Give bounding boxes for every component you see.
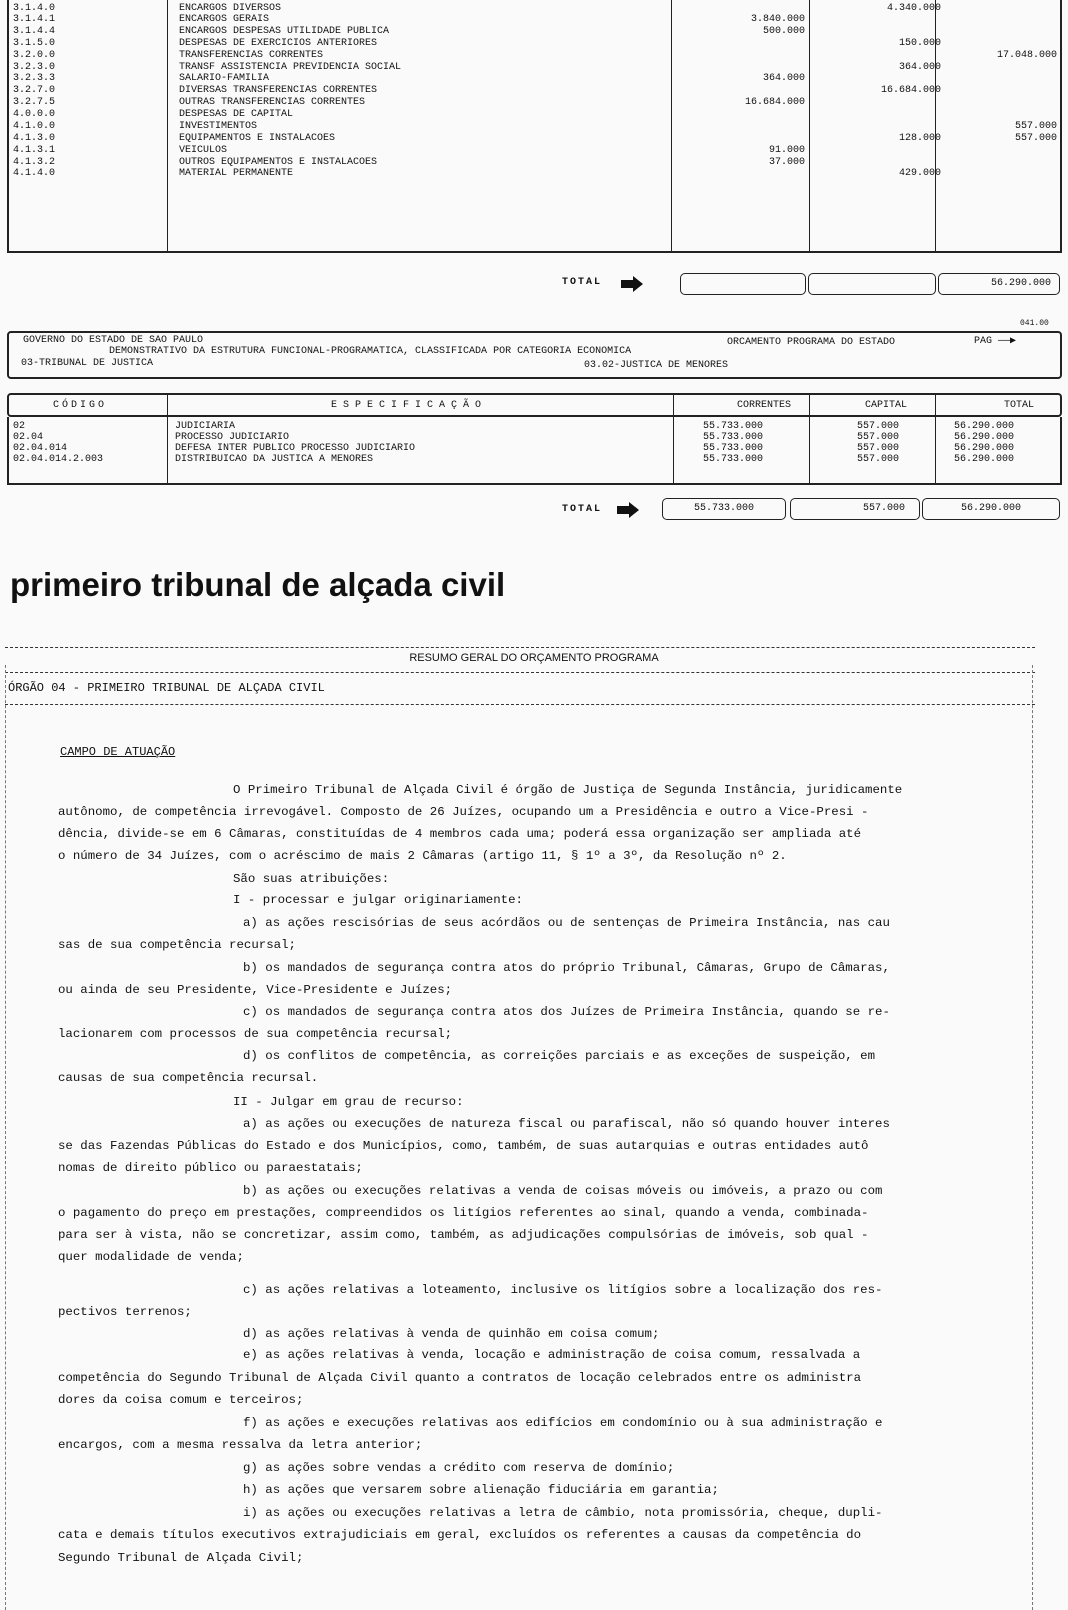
paragraph-line: b) as ações ou execuções relativas a venda de coisas móveis ou imóveis, a prazo ou com: [243, 1184, 883, 1198]
column-divider: [935, 395, 936, 415]
row-code: 02.04.014: [13, 443, 68, 454]
column-divider: [167, 395, 168, 415]
paragraph-line: Segundo Tribunal de Alçada Civil;: [58, 1551, 304, 1565]
row-value-2: 429.000: [898, 168, 941, 179]
paragraph-line: d) as ações relativas à venda de quinhão em coisa comum;: [243, 1327, 660, 1341]
row-code: 3.2.3.3: [13, 73, 56, 84]
table2-body: [7, 417, 1062, 485]
table2-total-correntes: 55.733.000: [662, 498, 786, 520]
row-value-3: 557.000: [1014, 121, 1057, 132]
paragraph-line: para ser à vista, não se concretizar, assim como, também, as adjudicações compulsórias de imóveis, sob qual -: [58, 1228, 869, 1242]
row-description: DISTRIBUICAO DA JUSTICA A MENORES: [175, 454, 374, 465]
row-value-1: 3.840.000: [750, 14, 805, 25]
row-code: 4.1.3.0: [13, 133, 56, 144]
table2-total-capital: 557.000: [790, 498, 920, 520]
row-value-3: 17.048.000: [996, 50, 1057, 61]
row-code: 3.1.4.1: [13, 14, 56, 25]
row-description: DEFESA INTER PUBLICO PROCESSO JUDICIARIO: [175, 443, 416, 454]
table-row: [9, 50, 1060, 62]
row-description: ENCARGOS DIVERSOS: [179, 3, 282, 14]
row-description: INVESTIMENTOS: [179, 121, 258, 132]
paragraph-line: encargos, com a mesma ressalva da letra anterior;: [58, 1438, 423, 1452]
paragraph-line: O Primeiro Tribunal de Alçada Civil é órgão de Justiça de Segunda Instância, juridicamente: [233, 783, 903, 797]
header-correntes: CORRENTES: [737, 400, 792, 411]
paragraph-line: a) as ações rescisórias de seus acórdãos ou de sentenças de Primeira Instância, nas cau: [243, 916, 890, 930]
row-value-2: 364.000: [898, 62, 941, 73]
paragraph-line: f) as ações e execuções relativas aos edifícios em condomínio ou à sua administração e: [243, 1416, 883, 1430]
row-capital: 557.000: [857, 421, 900, 432]
row-correntes: 55.733.000: [703, 454, 764, 465]
paragraph-line: h) as ações que versarem sobre alienação fiduciária em garantia;: [243, 1483, 719, 1497]
table-row: [9, 14, 1060, 26]
table2-total-total: 56.290.000: [922, 498, 1060, 520]
table-row: [9, 109, 1060, 121]
row-correntes: 55.733.000: [703, 432, 764, 443]
total-value-box: 56.290.000: [938, 273, 1060, 295]
row-total: 56.290.000: [954, 454, 1015, 465]
row-code: 4.1.0.0: [13, 121, 56, 132]
row-description: VEICULOS: [179, 145, 228, 156]
table-row: [9, 443, 1060, 454]
row-description: ENCARGOS GERAIS: [179, 14, 270, 25]
header-codigo: CÓDIGO: [53, 400, 108, 411]
paragraph-line: lacionarem com processos de sua competência recursal;: [58, 1027, 453, 1041]
table-row: [9, 97, 1060, 109]
arrow-right-icon: [620, 275, 644, 293]
paragraph-line: São suas atribuições:: [233, 872, 390, 886]
arrow-right-icon: [616, 501, 640, 519]
paragraph-line: quer modalidade de venda;: [58, 1250, 244, 1264]
table2-total-row: [0, 498, 1068, 524]
orgao-line: ÓRGÃO 04 - PRIMEIRO TRIBUNAL DE ALÇADA CIVIL: [8, 681, 325, 695]
top-total-row: [0, 273, 1068, 299]
row-code: 3.1.4.4: [13, 26, 56, 37]
row-description: TRANSFERENCIAS CORRENTES: [179, 50, 324, 61]
row-code: 4.1.3.1: [13, 145, 56, 156]
paragraph-line: dência, divide-se em 6 Câmaras, constituídas de 4 membros cada uma; poderá essa organização ser ampliada até: [58, 827, 862, 841]
total-label: TOTAL: [562, 277, 603, 288]
row-value-3: 557.000: [1014, 133, 1057, 144]
row-code: 02.04: [13, 432, 44, 443]
paragraph-line: i) as ações ou execuções relativas a letra de câmbio, nota promissória, cheque, dupli-: [243, 1506, 883, 1520]
table-row: [9, 168, 1060, 180]
paragraph-line: competência do Segundo Tribunal de Alçada Civil quanto a contratos de locação celebrados entre os administra: [58, 1371, 862, 1385]
row-code: 4.1.3.2: [13, 157, 56, 168]
row-value-1: 91.000: [768, 145, 805, 156]
paragraph-line: dores da coisa comum e terceiros;: [58, 1393, 304, 1407]
left-margin-line: [5, 665, 6, 1610]
row-correntes: 55.733.000: [703, 443, 764, 454]
header-total: TOTAL: [1004, 400, 1035, 411]
row-code: 02.04.014.2.003: [13, 454, 104, 465]
orgao-label: 03-TRIBUNAL DE JUSTICA: [21, 358, 154, 369]
total-capital-box: [808, 273, 936, 295]
paragraph-line: pectivos terrenos;: [58, 1305, 192, 1319]
row-description: DESPESAS DE CAPITAL: [179, 109, 294, 120]
paragraph-line: nomas de direito público ou paraestatais;: [58, 1161, 363, 1175]
paragraph-line: autônomo, de competência irrevogável. Composto de 26 Juízes, ocupando um a Presidência e outro a Vice-Presi -: [58, 805, 869, 819]
column-divider: [673, 395, 674, 415]
row-value-2: 128.000: [898, 133, 941, 144]
paragraph-line: c) os mandados de segurança contra atos dos Juízes de Primeira Instância, quando se re-: [243, 1005, 890, 1019]
row-code: 3.2.7.5: [13, 97, 56, 108]
dashed-divider: [5, 704, 1035, 705]
page-reference: 041.00: [1020, 319, 1049, 328]
row-value-1: 500.000: [762, 26, 805, 37]
row-value-1: 364.000: [762, 73, 805, 84]
paragraph-line: a) as ações ou execuções de natureza fiscal ou parafiscal, não só quando houver interes: [243, 1117, 890, 1131]
total-correntes-box: [680, 273, 806, 295]
table2-header: [7, 393, 1062, 417]
paragraph-line: e) as ações relativas à venda, locação e administração de coisa comum, ressalvada a: [243, 1348, 861, 1362]
row-description: DESPESAS DE EXERCICIOS ANTERIORES: [179, 38, 378, 49]
paragraph-line: o número de 34 Juízes, com o acréscimo de mais 2 Câmaras (artigo 11, § 1º a 3º, da Resolução nº 2.: [58, 849, 787, 863]
row-description: OUTRAS TRANSFERENCIAS CORRENTES: [179, 97, 366, 108]
paragraph-line: d) os conflitos de competência, as correições parciais e as exceções de suspeição, em: [243, 1049, 876, 1063]
row-description: PROCESSO JUDICIARIO: [175, 432, 290, 443]
row-total: 56.290.000: [954, 432, 1015, 443]
table2-total-label: TOTAL: [562, 504, 603, 515]
row-description: EQUIPAMENTOS E INSTALACOES: [179, 133, 336, 144]
row-total: 56.290.000: [954, 421, 1015, 432]
table-row: [9, 133, 1060, 145]
table-row: [9, 26, 1060, 38]
paragraph-line: cata e demais títulos executivos extrajudiciais em geral, excluídos os referentes a causas da competência do: [58, 1528, 862, 1542]
row-value-1: 16.684.000: [744, 97, 805, 108]
paragraph-line: g) as ações sobre vendas a crédito com reserva de domínio;: [243, 1461, 675, 1475]
paragraph-line: causas de sua competência recursal.: [58, 1071, 319, 1085]
unidade-label: 03.02-JUSTICA DE MENORES: [584, 360, 729, 371]
top-budget-table: [7, 0, 1062, 253]
table-row: [9, 432, 1060, 443]
paragraph-line: b) os mandados de segurança contra atos do próprio Tribunal, Câmaras, Grupo de Câmaras,: [243, 961, 890, 975]
row-code: 3.1.5.0: [13, 38, 56, 49]
row-description: TRANSF ASSISTENCIA PREVIDENCIA SOCIAL: [179, 62, 402, 73]
paragraph-line: I - processar e julgar originariamente:: [233, 893, 523, 907]
governo-label: GOVERNO DO ESTADO DE SAO PAULO: [23, 335, 204, 346]
row-code: 4.1.4.0: [13, 168, 56, 179]
row-description: SALARIO-FAMILIA: [179, 73, 270, 84]
resumo-title: RESUMO GERAL DO ORÇAMENTO PROGRAMA: [409, 652, 659, 664]
column-divider: [809, 395, 810, 415]
demonstrativo-label: DEMONSTRATIVO DA ESTRUTURA FUNCIONAL-PROGRAMATICA, CLASSIFICADA POR CATEGORIA ECONOMICA: [109, 346, 632, 357]
row-total: 56.290.000: [954, 443, 1015, 454]
table-row: [9, 38, 1060, 50]
table-row: [9, 421, 1060, 432]
row-description: MATERIAL PERMANENTE: [179, 168, 294, 179]
row-capital: 557.000: [857, 454, 900, 465]
paragraph-line: sas de sua competência recursal;: [58, 938, 296, 952]
row-description: JUDICIARIA: [175, 421, 236, 432]
header-capital: CAPITAL: [865, 400, 908, 411]
section-headline: primeiro tribunal de alçada civil: [10, 566, 506, 603]
right-margin-line: [1032, 665, 1033, 1610]
row-code: 3.2.0.0: [13, 50, 56, 61]
row-value-2: 4.340.000: [886, 3, 941, 14]
row-code: 3.2.3.0: [13, 62, 56, 73]
dashed-divider: [5, 672, 1035, 673]
paragraph-line: c) as ações relativas a loteamento, inclusive os litígios sobre a localização dos res-: [243, 1283, 883, 1297]
dashed-divider: [5, 647, 1035, 648]
paragraph-line: ou ainda de seu Presidente, Vice-Presidente e Juízes;: [58, 983, 453, 997]
header-especificacao: ESPECIFICAÇÃO: [331, 400, 488, 411]
row-code: 3.1.4.0: [13, 3, 56, 14]
table-row: [9, 121, 1060, 133]
row-correntes: 55.733.000: [703, 421, 764, 432]
paragraph-line: II - Julgar em grau de recurso:: [233, 1095, 464, 1109]
row-capital: 557.000: [857, 443, 900, 454]
row-code: 02: [13, 421, 26, 432]
paragraph-line: o pagamento do preço em prestações, compreendidos os litígios referentes ao sinal, quando a venda, combinada-: [58, 1206, 869, 1220]
row-code: 3.2.7.0: [13, 85, 56, 96]
row-value-1: 37.000: [768, 157, 805, 168]
row-code: 4.0.0.0: [13, 109, 56, 120]
row-value-2: 16.684.000: [880, 85, 941, 96]
row-description: ENCARGOS DESPESAS UTILIDADE PUBLICA: [179, 26, 390, 37]
row-capital: 557.000: [857, 432, 900, 443]
row-description: DIVERSAS TRANSFERENCIAS CORRENTES: [179, 85, 378, 96]
row-value-2: 150.000: [898, 38, 941, 49]
table-row: [9, 85, 1060, 97]
pag-label: PAG ――▶: [974, 336, 1017, 347]
row-description: OUTROS EQUIPAMENTOS E INSTALACOES: [179, 157, 378, 168]
table-row: [9, 73, 1060, 85]
table-row: [9, 145, 1060, 157]
table-row: [9, 454, 1060, 465]
campo-de-atuacao-heading: CAMPO DE ATUAÇÃO: [60, 745, 176, 759]
report-header: [7, 331, 1062, 379]
orcamento-label: ORCAMENTO PROGRAMA DO ESTADO: [727, 337, 896, 348]
paragraph-line: se das Fazendas Públicas do Estado e dos Municípios, como, também, de suas autarquias e outras entidades autô: [58, 1139, 869, 1153]
